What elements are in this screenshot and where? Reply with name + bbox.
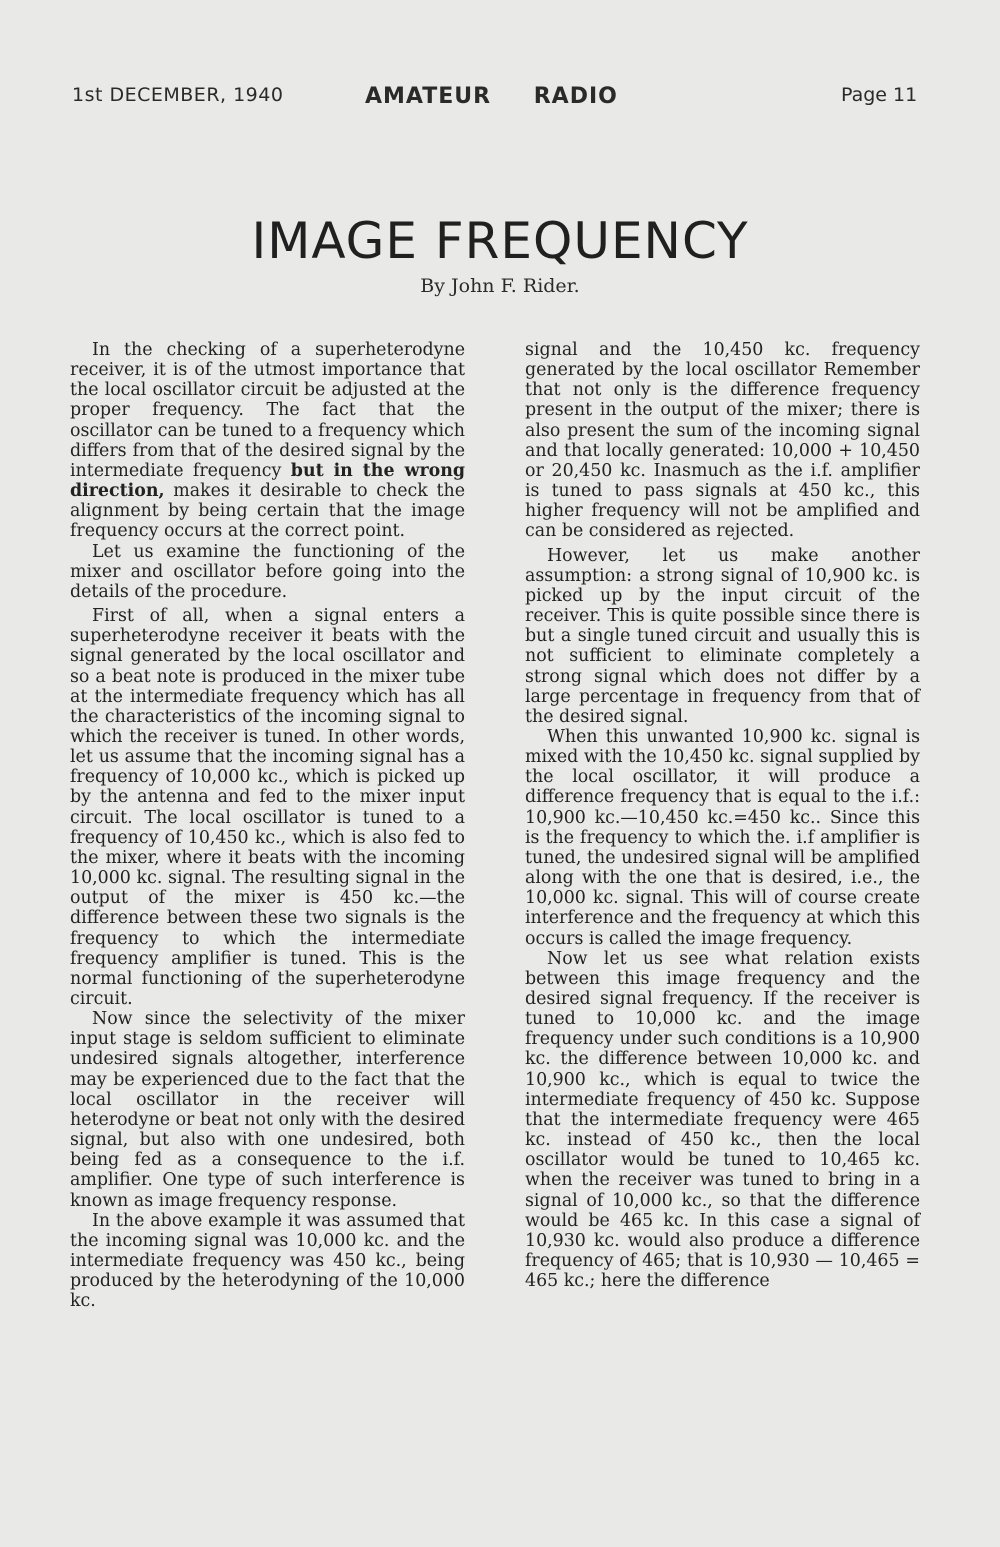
paragraph: signal and the 10,450 kc. frequency generated by the local oscillator Remember that not only is the difference frequency present in the output of the mixer; there is also present the sum of the incoming signal and that locally generated: 10,000 + 10,450 or 20,450 kc. Inasmuch as the i.f. amplifier is tuned to pass signals at 450 kc., this higher frequency will not be amplified and can be considered as rejected. [525,340,920,542]
header-publication: AMATEUR RADIO [365,84,618,109]
paragraph: Now let us see what relation exists between this image frequency and the desired signal frequency. If the receiver is tuned to 10,000 kc. and the image frequency under such conditions is a 10,900 kc. the difference between 10,000 kc. and 10,900 kc., which is equal to twice the intermediate frequency of 450 kc. Suppose that the intermediate frequency were 465 kc. instead of 450 kc., then the local oscillator would be tuned to 10,465 kc. when the receiver was tuned to bring in a signal of 10,000 kc., so that the difference would be 465 kc. In this case a signal of 10,930 kc. would also produce a difference frequency of 465; that is 10,930 — 10,465 = 465 kc.; here the difference [525,948,920,1292]
paragraph: First of all, when a signal enters a superheterodyne receiver it beats with the signal generated by the local oscillator and so a beat note is produced in the mixer tube at the intermediate frequency which has all the characteristics of the incoming signal to which the receiver is tuned. In other words, let us assume that the incoming signal has a frequency of 10,000 kc., which is picked up by the antenna and fed to the mixer input circuit. The local oscillator is tuned to a frequency of 10,450 kc., which is also fed to the mixer, where it beats with the incoming 10,000 kc. signal. The resulting signal in the output of the mixer is 450 kc.—the difference between these two signals is the frequency to which the intermediate frequency amplifier is tuned. This is the normal functioning of the superheterodyne circuit. [70,606,465,1009]
header-page-number: Page 11 [841,84,918,106]
header-date: 1st DECEMBER, 1940 [72,84,284,106]
article-byline: By John F. Rider. [420,275,580,297]
article-title: IMAGE FREQUENCY [251,211,749,270]
paragraph: Now since the selectivity of the mixer input stage is seldom sufficient to eliminate undesired signals altogether, interference may be experienced due to the fact that the local oscillator in the receiver will heterodyne or beat not only with the desired signal, but also with one undesired, both being fed as a consequence to the i.f. amplifier. One type of such interference is known as image frequency response. [70,1009,465,1211]
emphasis-text: but in the wrong direction, [70,460,466,502]
paragraph: Let us examine the functioning of the mixer and oscillator before going into the details of the procedure. [70,541,465,602]
paragraph: In the checking of a superheterodyne receiver, it is of the utmost importance that the local oscillator circuit be adjusted at the proper frequency. The fact that the oscillator can be tuned to a frequency which differs from that of the desired signal by the intermediate frequency but in the wrong direction, makes it desirable to check the alignment by being certain that the image frequency occurs at the correct point. [70,340,466,542]
left-column [70,340,465,1312]
right-column [525,340,920,1291]
paragraph: In the above example it was assumed that the incoming signal was 10,000 kc. and the intermediate frequency was 450 kc., being produced by the heterodyning of the 10,000 kc. [70,1210,465,1312]
paragraph: When this unwanted 10,900 kc. signal is mixed with the 10,450 kc. signal supplied by the local oscillator, it will produce a difference frequency that is equal to the i.f.: 10,900 kc.—10,450 kc.=450 kc.. Since this is the frequency to which the. i.f amplifier is tuned, the undesired signal will be amplified along with the one that is desired, i.e., the 10,000 kc. signal. This will of course create interference and the frequency at which this occurs is called the image frequency. [525,726,920,949]
paragraph: However, let us make another assumption: a strong signal of 10,900 kc. is picked up by the input circuit of the receiver. This is quite possible since there is but a single tuned circuit and usually this is not sufficient to eliminate completely a strong signal which does not differ by a large percentage in frequency from that of the desired signal. [525,545,920,727]
